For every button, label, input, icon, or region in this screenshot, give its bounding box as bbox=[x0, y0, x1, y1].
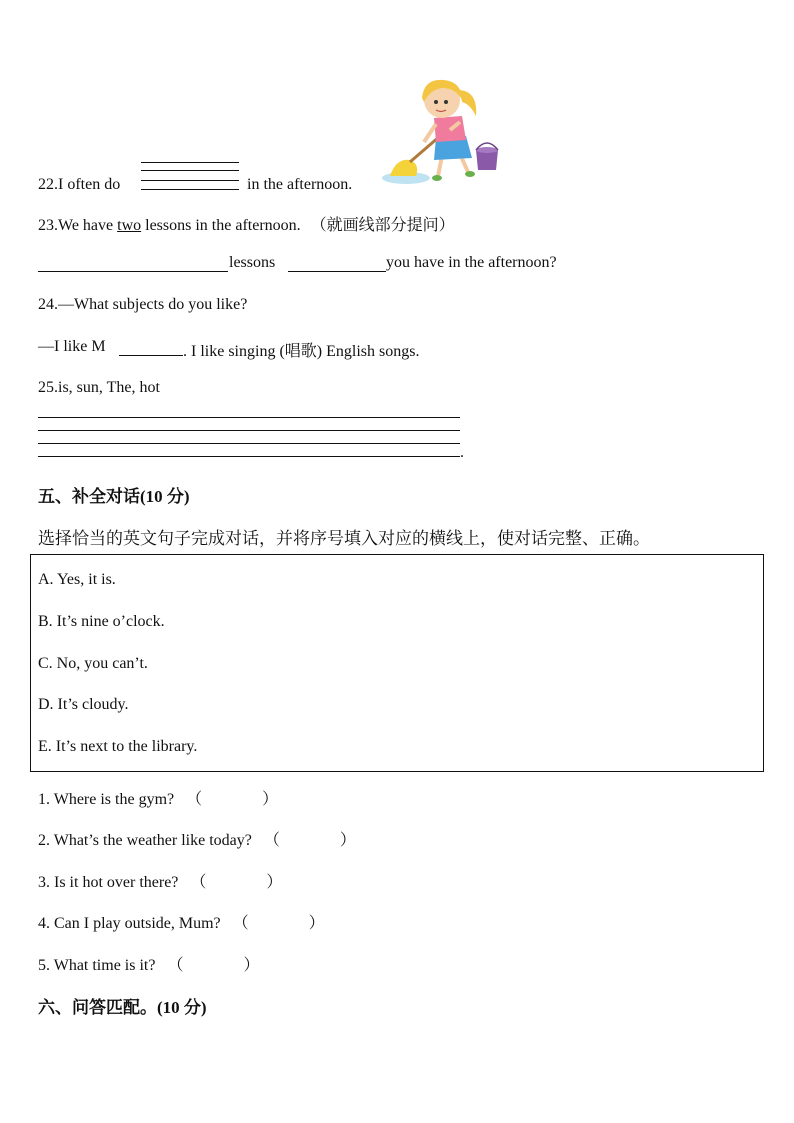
dialogue-question-1 bbox=[38, 786, 278, 809]
q23-underlined-word: two bbox=[117, 217, 142, 234]
q23-answer-blank-2[interactable] bbox=[288, 271, 386, 272]
option-d: D. It’s cloudy. bbox=[38, 696, 129, 713]
q23-answer-word2: you have in the afternoon? bbox=[386, 254, 557, 271]
q22-blank-line-2[interactable] bbox=[141, 170, 239, 171]
q25-end-mark: . bbox=[460, 444, 464, 461]
section6-title: 六、问答匹配。(10 分) bbox=[38, 998, 207, 1017]
answer-paren-open-3: （ bbox=[190, 874, 207, 891]
q25-writing-line-3[interactable] bbox=[38, 443, 460, 444]
q22-blank-line-1[interactable] bbox=[141, 162, 239, 163]
q24-answer-prefix: —I like M bbox=[38, 338, 106, 355]
dialogue-question-4-text: 4. Can I play outside, Mum? bbox=[38, 915, 221, 932]
option-c: C. No, you can’t. bbox=[38, 655, 148, 672]
q25-prompt: 25.is, sun, The, hot bbox=[38, 379, 160, 396]
section5-title: 五、补全对话(10 分) bbox=[38, 487, 190, 506]
girl-mopping-illustration bbox=[376, 72, 506, 192]
option-a: A. Yes, it is. bbox=[38, 571, 116, 588]
q25-writing-line-4[interactable] bbox=[38, 456, 460, 457]
q24-answer-blank[interactable] bbox=[119, 355, 183, 356]
q23-hint: （就画线部分提问） bbox=[310, 217, 455, 234]
answer-paren-open-4: （ bbox=[232, 915, 249, 932]
dialogue-question-3 bbox=[38, 869, 282, 892]
dialogue-question-3-text: 3. Is it hot over there? bbox=[38, 874, 179, 891]
answer-paren-open-2: （ bbox=[263, 832, 280, 849]
dialogue-question-1-text: 1. Where is the gym? bbox=[38, 791, 175, 808]
q25-writing-line-2[interactable] bbox=[38, 430, 460, 431]
dialogue-question-5-text: 5. What time is it? bbox=[38, 957, 156, 974]
q22-blank-line-4[interactable] bbox=[141, 189, 239, 190]
dialogue-question-2-text: 2. What’s the weather like today? bbox=[38, 832, 252, 849]
answer-paren-close-5: ） bbox=[243, 957, 260, 974]
q22-suffix: in the afternoon. bbox=[247, 176, 353, 193]
q23-num: 23.We have bbox=[38, 217, 114, 234]
q24-question: 24.—What subjects do you like? bbox=[38, 296, 248, 313]
q25-writing-line-1[interactable] bbox=[38, 417, 460, 418]
q22-blank-line-3[interactable] bbox=[141, 180, 239, 181]
answer-paren-close-2: ） bbox=[339, 832, 356, 849]
q23-rest: lessons in the afternoon. bbox=[145, 217, 301, 234]
answer-paren-close-3: ） bbox=[266, 874, 283, 891]
answer-paren-open-1: （ bbox=[186, 791, 203, 808]
dialogue-question-2 bbox=[38, 827, 356, 850]
q23-answer-blank-1[interactable] bbox=[38, 271, 228, 272]
answer-paren-close-1: ） bbox=[262, 791, 279, 808]
dialogue-question-4 bbox=[38, 910, 325, 933]
q23-question bbox=[38, 212, 455, 235]
q23-answer-word1: lessons bbox=[229, 254, 276, 271]
q24-answer-suffix: . I like singing (唱歌) English songs. bbox=[183, 343, 420, 360]
q22-prefix: 22.I often do bbox=[38, 176, 121, 193]
option-b: B. It’s nine o’clock. bbox=[38, 613, 165, 630]
section5-instruction: 选择恰当的英文句子完成对话，并将序号填入对应的横线上，使对话完整、正确。 bbox=[38, 529, 650, 548]
answer-paren-close-4: ） bbox=[308, 915, 325, 932]
dialogue-question-5 bbox=[38, 952, 260, 975]
option-e: E. It’s next to the library. bbox=[38, 738, 198, 755]
answer-paren-open-5: （ bbox=[167, 957, 184, 974]
